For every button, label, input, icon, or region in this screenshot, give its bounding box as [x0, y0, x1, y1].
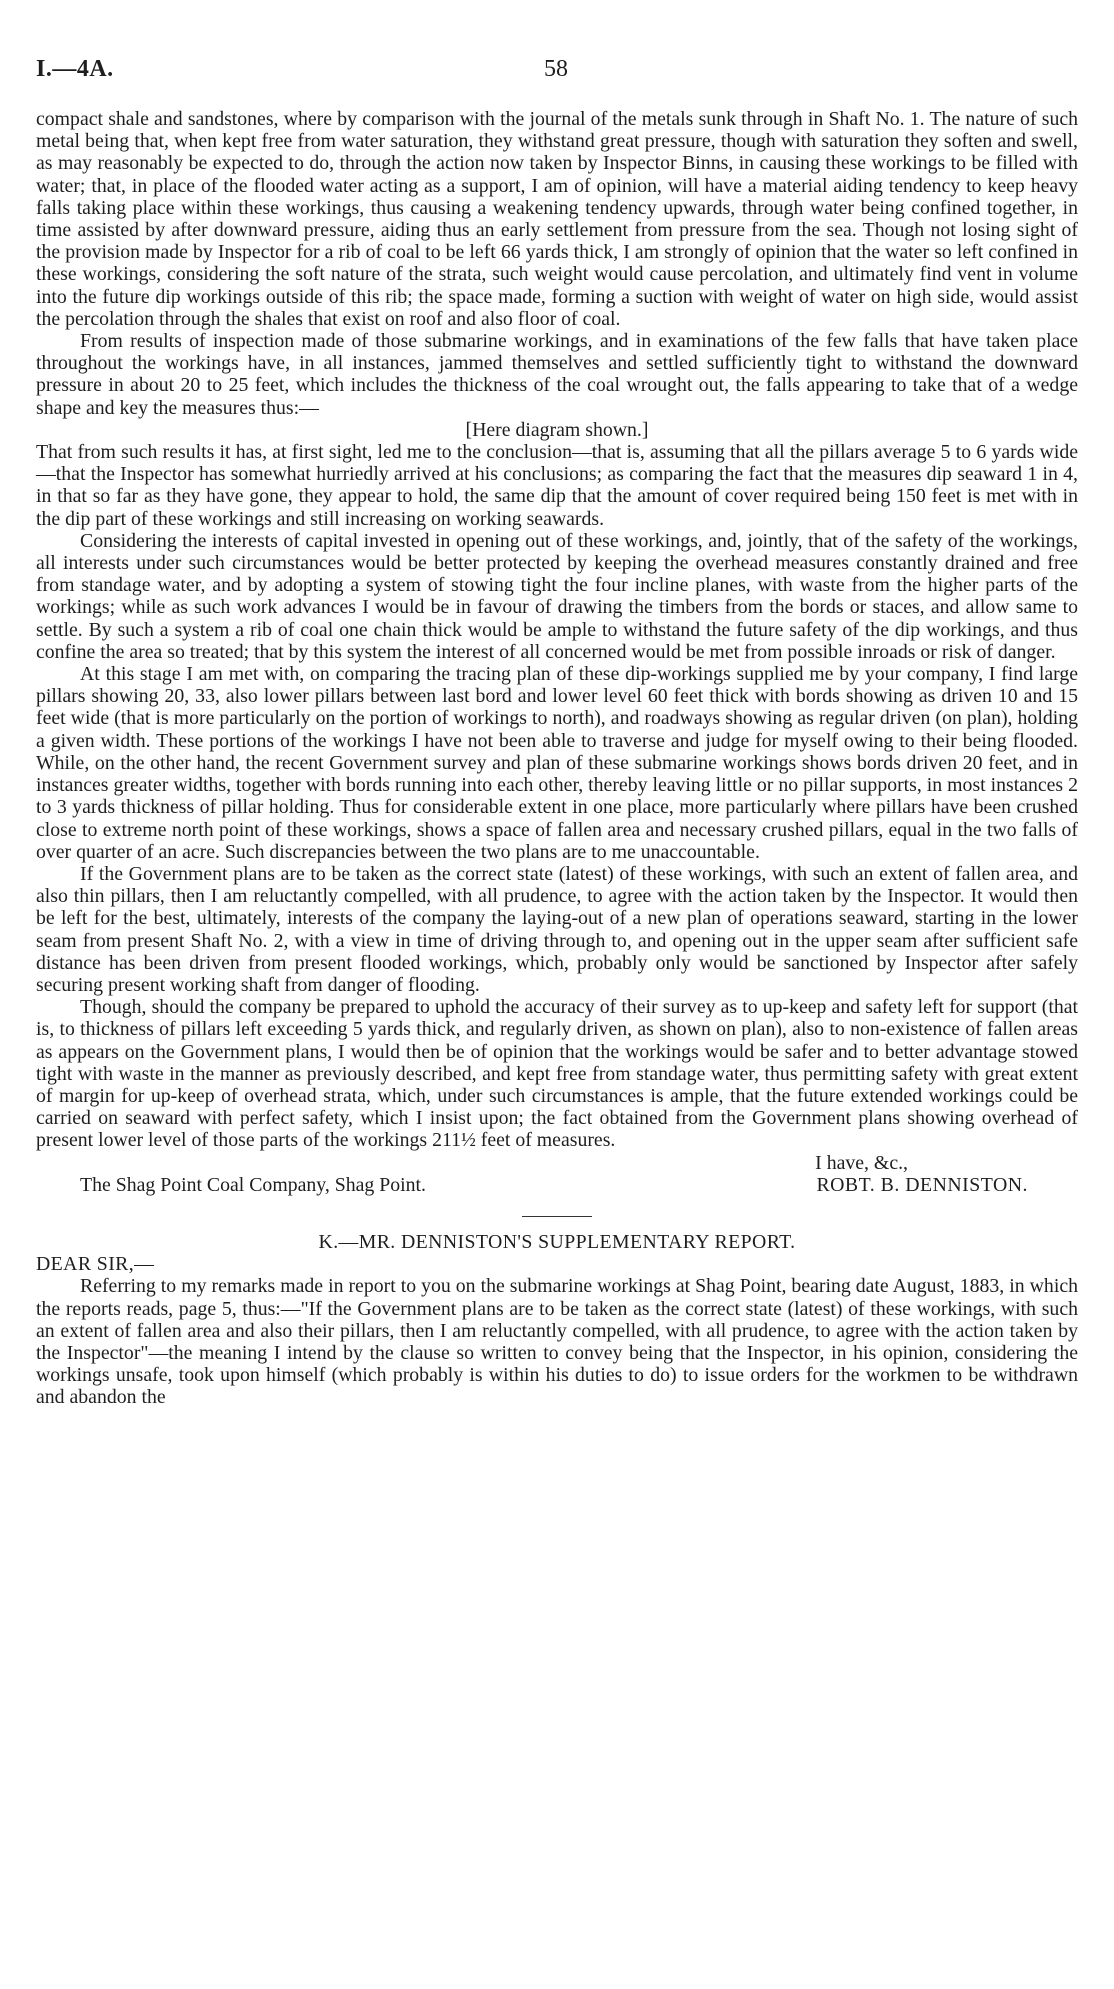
page-header [36, 56, 1076, 92]
signature-row [36, 1174, 1078, 1196]
paragraph-government-plans: If the Government plans are to be taken as the correct state (latest) of these workings, with such an extent of fallen area, and also thin pillars, then I am reluctantly compelled, with all prudence, to agree with the action taken by the Inspector. It would then be left for the best, ultimately, interests of the company the laying-out of a new plan of operations seaward, starting in the lower seam from present Shaft No. 2, with a view in time of driving through to, and opening out in the upper seam after sufficient safe distance has been driven from present flooded workings, which, probably only would be sanctioned by Inspector after safely securing present working shaft from danger of flooding. [36, 862, 1078, 996]
salutation: DEAR SIR,— [36, 1253, 155, 1276]
paragraph-interests: Considering the interests of capital invested in opening out of these workings, and, jointly, that of the safety of the workings, all interests under such circumstances would be better protected by keeping the overhead measures constantly drained and free from standage water, and by adopting a system of stowing tight the four incline planes, with waste from the higher parts of the workings; while as such work advances I would be in favour of drawing the timbers from the bords or staces, and allow same to settle. By such a system a rib of coal one chain thick would be ample to withstand the future safety of the dip workings, and thus confine the area so treated; that by this system the interest of all concerned would be met from possible inroads or risk of danger. [36, 529, 1078, 663]
page-number: 58 [544, 56, 568, 82]
paragraph-continued: compact shale and sandstones, where by comparison with the journal of the metals sunk through in Shaft No. 1. The nature of such metal being that, when kept free from water saturation, they withstand great pressure, though with saturation they soften and swell, as may reasonably be expected to do, through the action now taken by Inspector Binns, in causing these workings to be filled with water; that, in place of the flooded water acting as a support, I am of opinion, will have a material aiding tendency to keep heavy falls taking place within these workings, thus causing a weakening tendency upwards, through water being confined together, in time assisted by after downward pressure, aiding thus an early settlement from pressure from the sea. Though not losing sight of the provision made by Inspector for a rib of coal to be left 66 yards thick, I am strongly of opinion that the water so left confined in these workings, considering the soft nature of the strata, such weight would cause percolation, and ultimately find vent in volume into the future dip workings outside of this rib; the space made, forming a suction with weight of water on high side, would assist the percolation through the shales that exist on roof and also floor of coal. [36, 108, 1078, 330]
report-body [36, 108, 1078, 1409]
addressee: The Shag Point Coal Company, Shag Point. [80, 1173, 426, 1196]
paragraph-tracing-plan: At this stage I am met with, on comparing the tracing plan of these dip-workings supplied me by your company, I find large pillars showing 20, 33, also lower pillars between last bord and lower level 60 feet thick with bords showing as driven 10 and 15 feet wide (that is more particularly on the portion of workings to north), and roadways showing as regular driven (on plan), holding a given width. These portions of the workings I have not been able to traverse and judge for myself owing to their being flooded. While, on the other hand, the recent Government survey and plan of these submarine workings shows bords driven 20 feet, and in instances greater widths, together with bords running into each other, thereby leaving little or no pillar supports, in most instances 2 to 3 yards thickness of pillar holding. Thus for considerable extent in one place, more particularly where pillars have been crushed close to extreme north point of these workings, shows a space of fallen area and necessary crushed pillars, equal in the two falls of over quarter of an acre. Such discrepancies between the two plans are to me unaccountable. [36, 663, 1078, 863]
paragraph-inspection-results: From results of inspection made of those submarine workings, and in examinations of the few falls that have taken place throughout the workings have, in all instances, jammed themselves and settled sufficiently tight to withstand the downward pressure in about 20 to 25 feet, which includes the thickness of the coal wrought out, the falls appearing to take that of a wedge shape and key the measures thus:— [36, 330, 1078, 419]
supplementary-heading: K.—MR. DENNISTON'S SUPPLEMENTARY REPORT. [318, 1230, 796, 1253]
section-reference: I.—4A. [36, 56, 114, 82]
paragraph-supplementary: Referring to my remarks made in report to you on the submarine workings at Shag Point, bearing date August, 1883, in which the reports reads, page 5, thus:—"If the Government plans are to be taken as the correct state (latest) of these workings, with such an extent of fallen area and also their pillars, then I am reluctantly compelled, with all prudence, to agree with the action taken by the Inspector"—the meaning I intend by the clause so written to convey being that the Inspector, in his opinion, considering the workings unsafe, took upon himself (which probably is within his duties to do) to issue orders for the workmen to be withdrawn and abandon the [36, 1275, 1078, 1409]
closing-phrase: I have, &c., [815, 1151, 908, 1174]
paragraph-survey-accuracy: Though, should the company be prepared to uphold the accuracy of their survey as to up-keep and safety left for support (that is, to thickness of pillars left exceeding 5 yards thick, and regularly driven, as shown on plan), also to non-existence of fallen areas as appears on the Government plans, I would then be of opinion that the workings would be safer and to better advantage stowed tight with waste in the manner as previously described, and kept free from standage water, thus permitting safety with great extent of margin for up-keep of overhead strata, which, under such circumstances is ample, that the future extended workings could be carried on seaward with perfect safety, which I insist upon; the fact obtained from the Government plans showing overhead of present lower level of those parts of the workings 211½ feet of measures. [36, 996, 1078, 1152]
paragraph-conclusion: That from such results it has, at first sight, led me to the conclusion—that is, assuming that all the pillars average 5 to 6 yards wide—that the Inspector has somewhat hurriedly arrived at his conclusions; as comparing the fact that the measures dip seaward 1 in 4, in that so far as they have gone, they appear to hold, the same dip that the amount of cover required being 150 feet is met with in the dip part of these workings and still increasing on working seawards. [36, 441, 1078, 530]
signature: ROBT. B. DENNISTON. [816, 1173, 1028, 1196]
section-divider [522, 1216, 592, 1217]
diagram-note: [Here diagram shown.] [465, 418, 649, 441]
